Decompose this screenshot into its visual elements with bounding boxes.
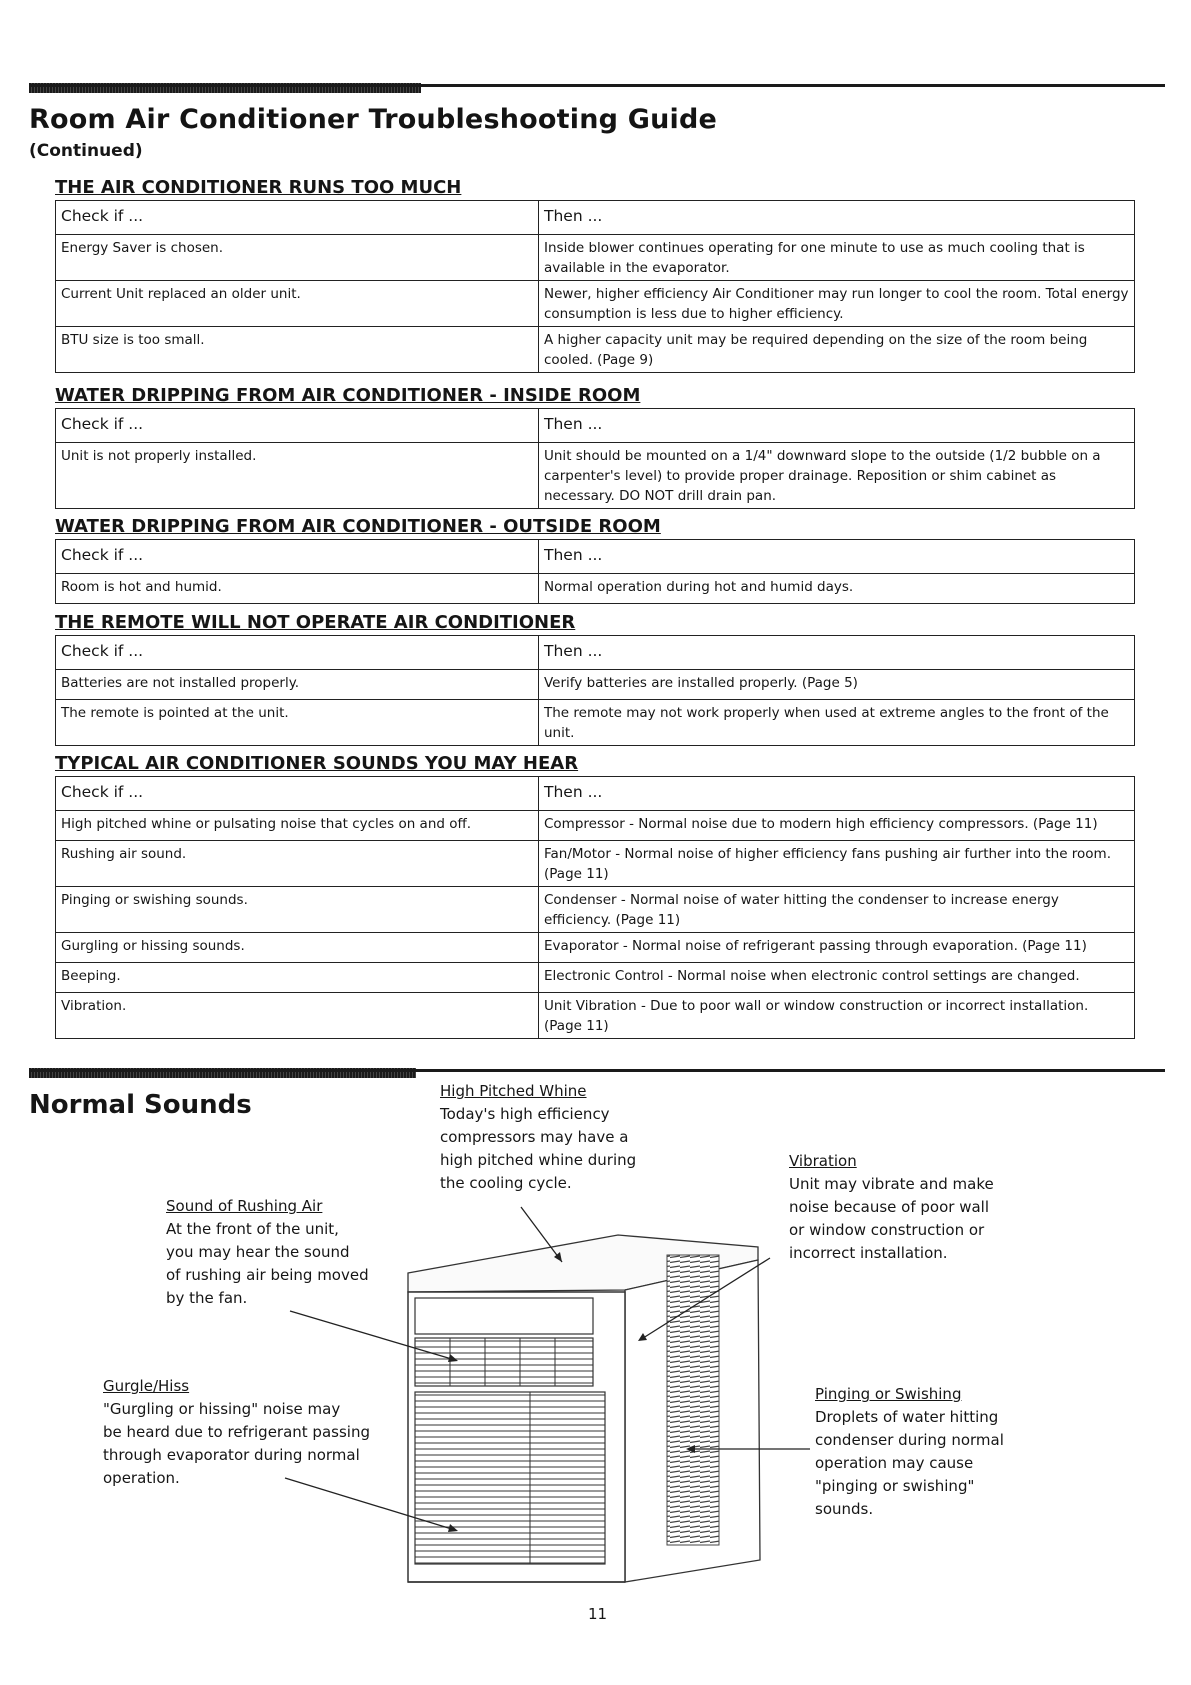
callout-line: you may hear the sound: [166, 1243, 350, 1261]
header-then: Then ...: [539, 777, 1135, 811]
section-title: WATER DRIPPING FROM AIR CONDITIONER - INSIDE ROOM: [55, 385, 641, 406]
callout-label: Sound of Rushing Air: [166, 1197, 323, 1215]
header-then: Then ...: [539, 636, 1135, 670]
cell-check: Room is hot and humid.: [56, 574, 539, 604]
callout-line: condenser during normal: [815, 1431, 1004, 1449]
section-title: THE AIR CONDITIONER RUNS TOO MUCH: [55, 177, 462, 198]
header-check: Check if ...: [56, 777, 539, 811]
cell-then: Fan/Motor - Normal noise of higher efficiency fans pushing air further into the room. (Page 11): [539, 841, 1135, 887]
normal-sounds-title: Normal Sounds: [29, 1090, 252, 1120]
side-vent: [667, 1255, 719, 1545]
callout-label: High Pitched Whine: [440, 1082, 587, 1100]
cell-then: Newer, higher efficiency Air Conditioner may run longer to cool the room. Total energy consumption is less due to higher efficiency.: [539, 281, 1135, 327]
cell-check: Vibration.: [56, 993, 539, 1039]
callout-line: high pitched whine during: [440, 1151, 637, 1169]
cell-then: Electronic Control - Normal noise when electronic control settings are changed.: [539, 963, 1135, 993]
callout-line: be heard due to refrigerant passing: [103, 1423, 370, 1441]
callout-line: of rushing air being moved: [166, 1266, 369, 1284]
callout-pinging-swishing: [815, 1383, 1004, 1521]
cell-check: Beeping.: [56, 963, 539, 993]
cell-then: The remote may not work properly when used at extreme angles to the front of the unit.: [539, 700, 1135, 746]
cell-check: Gurgling or hissing sounds.: [56, 933, 539, 963]
callout-line: compressors may have a: [440, 1128, 629, 1146]
callout-line: Today's high efficiency: [440, 1105, 610, 1123]
callout-line: operation may cause: [815, 1454, 974, 1472]
callout-line: "Gurgling or hissing" noise may: [103, 1400, 341, 1418]
callout-rushing-air: [166, 1195, 369, 1310]
callout-line: At the front of the unit,: [166, 1220, 339, 1238]
cell-check: Batteries are not installed properly.: [56, 670, 539, 700]
page-number: 11: [588, 1605, 608, 1623]
cell-check: Energy Saver is chosen.: [56, 235, 539, 281]
callout-vibration: [789, 1150, 994, 1265]
callout-line: or window construction or: [789, 1221, 985, 1239]
callout-line: noise because of poor wall: [789, 1198, 990, 1216]
cell-check: BTU size is too small.: [56, 327, 539, 373]
callout-label: Vibration: [789, 1152, 857, 1170]
page-title: Room Air Conditioner Troubleshooting Guide: [29, 104, 718, 135]
callout-line: through evaporator during normal: [103, 1446, 360, 1464]
header-check: Check if ...: [56, 201, 539, 235]
callout-line: operation.: [103, 1469, 180, 1487]
section-title: TYPICAL AIR CONDITIONER SOUNDS YOU MAY HEAR: [55, 753, 579, 774]
callout-line: Droplets of water hitting: [815, 1408, 999, 1426]
callout-high-pitched-whine: [440, 1080, 636, 1195]
header-check: Check if ...: [56, 409, 539, 443]
cell-check: Rushing air sound.: [56, 841, 539, 887]
callout-line: sounds.: [815, 1500, 874, 1518]
cell-check: Current Unit replaced an older unit.: [56, 281, 539, 327]
section-title: WATER DRIPPING FROM AIR CONDITIONER - OUTSIDE ROOM: [55, 516, 661, 537]
cell-then: Verify batteries are installed properly. (Page 5): [539, 670, 1135, 700]
cell-then: Normal operation during hot and humid days.: [539, 574, 1135, 604]
header-then: Then ...: [539, 201, 1135, 235]
cell-then: Unit should be mounted on a 1/4" downward slope to the outside (1/2 bubble on a carpenter's level) to provide proper drainage. Reposition or shim cabinet as necessary. DO NOT drill drain pan.: [539, 443, 1135, 509]
header-check: Check if ...: [56, 540, 539, 574]
callout-line: incorrect installation.: [789, 1244, 948, 1262]
header-then: Then ...: [539, 409, 1135, 443]
cell-then: A higher capacity unit may be required depending on the size of the room being cooled. (Page 9): [539, 327, 1135, 373]
cell-then: Evaporator - Normal noise of refrigerant passing through evaporation. (Page 11): [539, 933, 1135, 963]
front-grill: [415, 1392, 605, 1564]
callout-line: "pinging or swishing": [815, 1477, 975, 1495]
header-check: Check if ...: [56, 636, 539, 670]
header-then: Then ...: [539, 540, 1135, 574]
callout-label: Gurgle/Hiss: [103, 1377, 190, 1395]
page-subtitle: (Continued): [29, 141, 143, 161]
cell-check: Pinging or swishing sounds.: [56, 887, 539, 933]
callout-gurgle-hiss: [103, 1375, 370, 1490]
cell-check: The remote is pointed at the unit.: [56, 700, 539, 746]
callout-line: the cooling cycle.: [440, 1174, 572, 1192]
control-louvres: [415, 1338, 593, 1386]
cell-check: High pitched whine or pulsating noise that cycles on and off.: [56, 811, 539, 841]
cell-then: Compressor - Normal noise due to modern high efficiency compressors. (Page 11): [539, 811, 1135, 841]
cell-then: Unit Vibration - Due to poor wall or window construction or incorrect installation. (Page 11): [539, 993, 1135, 1039]
cell-then: Condenser - Normal noise of water hitting the condenser to increase energy efficiency. (Page 11): [539, 887, 1135, 933]
cell-then: Inside blower continues operating for one minute to use as much cooling that is available in the evaporator.: [539, 235, 1135, 281]
cell-check: Unit is not properly installed.: [56, 443, 539, 509]
callout-line: Unit may vibrate and make: [789, 1175, 994, 1193]
callout-line: by the fan.: [166, 1289, 248, 1307]
section-title: THE REMOTE WILL NOT OPERATE AIR CONDITIONER: [55, 612, 576, 633]
callout-label: Pinging or Swishing: [815, 1385, 962, 1403]
